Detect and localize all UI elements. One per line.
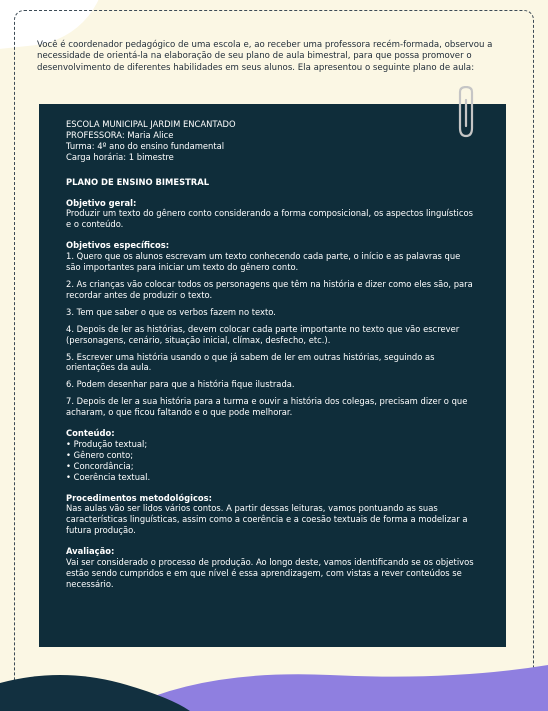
class-info: Turma: 4º ano do ensino fundamental [66, 140, 225, 151]
content-list [66, 439, 476, 483]
specific-objective-item: 4. Depois de ler as histórias, devem colocar cada parte importante no texto que vão escrever (personagens, cenário, situação inicial, clímax, desfecho, etc.). [66, 323, 460, 345]
lesson-plan-content [66, 119, 476, 590]
specific-objective-item: 5. Escrever uma história usando o que já sabem de ler em outras histórias, seguindo as orientações da aula. [66, 351, 435, 373]
hours-info: Carga horária: 1 bimestre [66, 151, 174, 162]
general-objective-text: Produzir um texto do gênero conto considerando a forma composicional, os aspectos linguísticos e o conteúdo. [66, 208, 473, 230]
evaluation-title: Avaliação: [66, 546, 115, 557]
content-list-item: • Concordância; [66, 460, 134, 471]
teacher-name: PROFESSORA: Maria Alice [66, 129, 174, 140]
general-objective-title: Objetivo geral: [66, 197, 137, 208]
content-list-item: • Coerência textual. [66, 471, 151, 482]
wave-dark [0, 675, 190, 711]
specific-objective-item: 7. Depois de ler a sua história para a turma e ouvir a história dos colegas, precisam dizer o que acharam, o que ficou faltando e o que pode melhorar. [66, 396, 468, 418]
specific-objective-item: 6. Podem desenhar para que a história fique ilustrada. [66, 379, 295, 390]
school-name: ESCOLA MUNICIPAL JARDIM ENCANTADO [66, 119, 236, 129]
bottom-wave-decoration [0, 661, 548, 711]
methodology-title: Procedimentos metodológicos: [66, 492, 213, 503]
specific-objective-item: 2. As crianças vão colocar todos os personagens que têm na história e dizer como eles são, para recordar antes de produzir o texto. [66, 278, 473, 300]
content-list-item: • Produção textual; [66, 438, 148, 449]
plan-title: PLANO DE ENSINO BIMESTRAL [66, 176, 210, 187]
specific-objectives-title: Objetivos específicos: [66, 240, 170, 251]
wave-purple [120, 665, 548, 711]
evaluation-text: Vai ser considerado o processo de produção. Ao longo deste, vamos identificando se os objetivos estão sendo cumpridos e em que nível é essa aprendizagem, com vistas a rever conteúdos se necessário. [66, 557, 474, 589]
intro-paragraph: Você é coordenador pedagógico de uma escola e, ao receber uma professora recém-formada, observou a necessidade de orientá-la na elaboração de seu plano de aula bimestral, para que possa promover o desenvolvimento de diferentes habilidades em seus alunos. Ela apresentou o seguinte plano de aula: [37, 40, 493, 73]
content-list-item: • Gênero conto; [66, 449, 134, 460]
content-title: Conteúdo: [66, 428, 115, 439]
methodology-text: Nas aulas vão ser lidos vários contos. A partir dessas leituras, vamos pontuando as suas características linguísticas, assim como a coerência e a coesão textuais de forma a modelizar a futura produção. [66, 503, 468, 536]
plan-header [66, 119, 476, 163]
specific-objective-item: 1. Quero que os alunos escrevam um texto conhecendo cada parte, o início e as palavras que são importantes para iniciar um texto do gênero conto. [66, 251, 461, 273]
specific-objective-item: 3. Tem que saber o que os verbos fazem no texto. [66, 306, 276, 317]
